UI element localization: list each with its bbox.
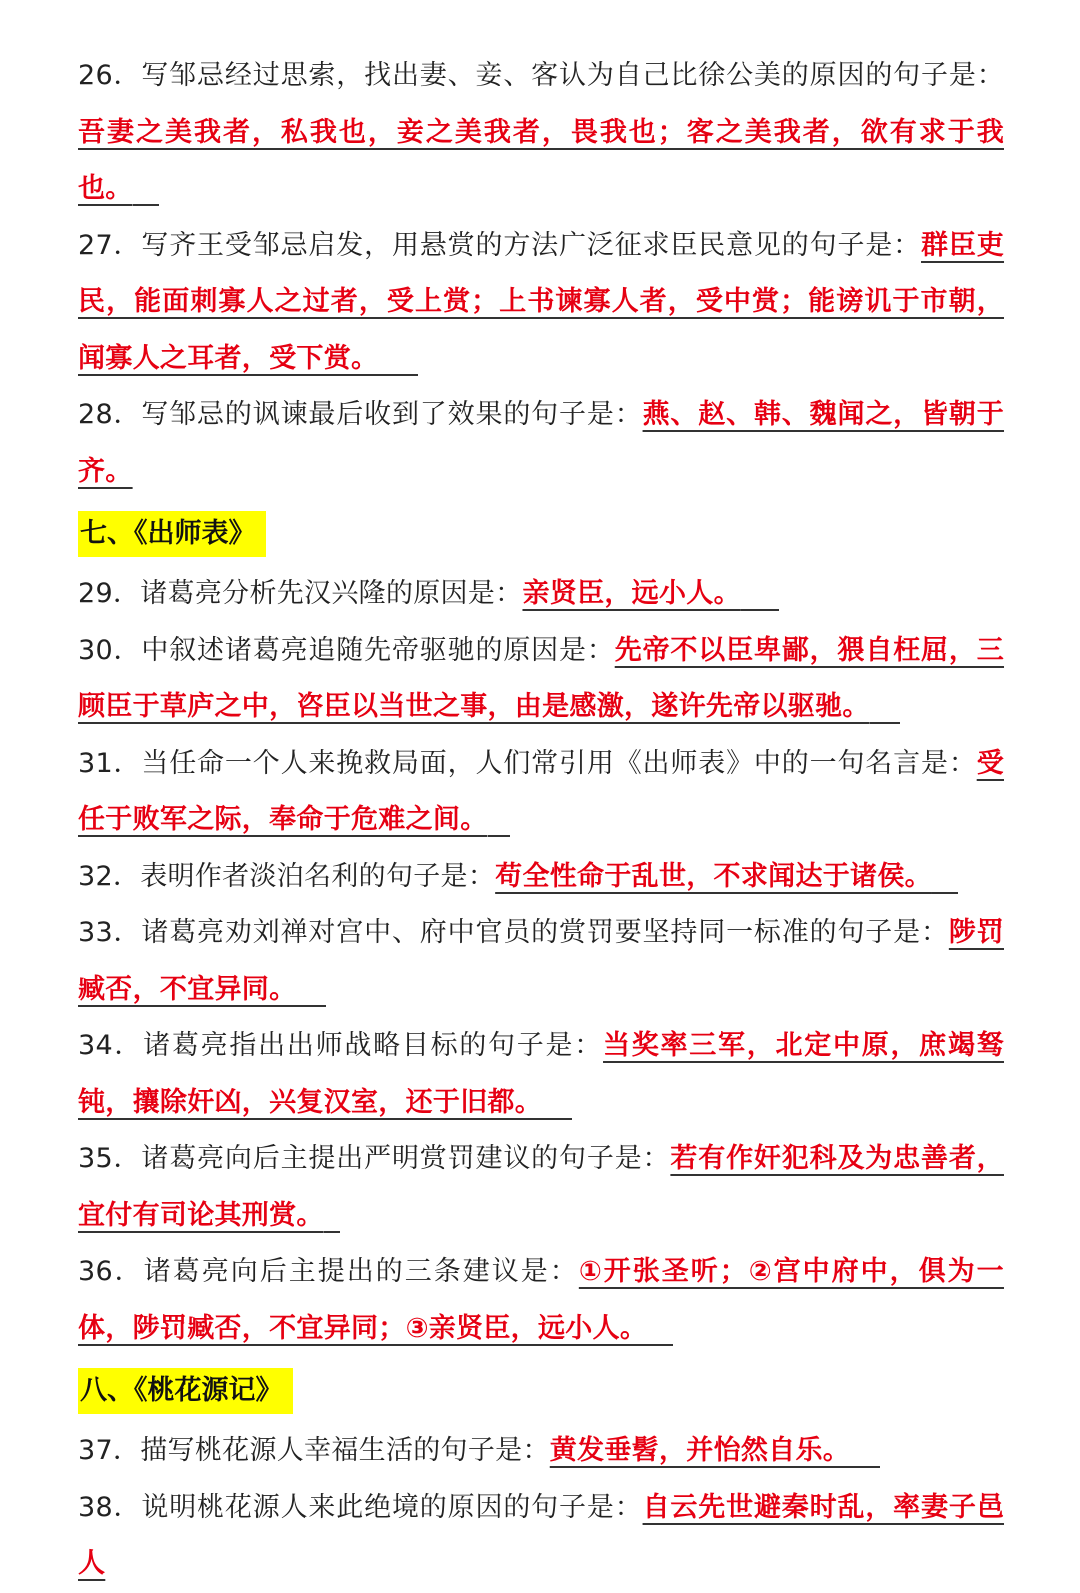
answer-underline <box>850 1466 880 1468</box>
section-title: 八、《桃花源记》 <box>78 1368 293 1414</box>
answer-text: 吾妻之美我者，私我也，妾之美我者，畏我也；客之美我者，欲有求于我也。 <box>78 116 1004 204</box>
answer-text: 当奖率三军，北定中原，庶竭驽钝，攘除奸凶，兴复汉室，还于旧都。 <box>78 1030 1004 1118</box>
answer-underline <box>488 835 510 837</box>
answer-underline <box>296 1005 326 1007</box>
question-text: 27．写齐王受邹忌启发，用悬赏的方法广泛征求臣民意见的句子是： <box>78 229 922 261</box>
answer-text: 苟全性命于乱世，不求闻达于诸侯。 <box>495 860 932 892</box>
answer-underline <box>542 1118 572 1120</box>
question-item-28 <box>78 387 1004 500</box>
question-item-37 <box>78 1423 1004 1480</box>
answer-text: 先帝不以臣卑鄙，猥自枉屈，三顾臣于草庐之中，咨臣以当世之事，由是感激，遂许先帝以驱驰。 <box>78 634 1005 722</box>
question-text: 37．描写桃花源人幸福生活的句子是： <box>78 1435 550 1466</box>
question-text: 31．当任命一个人来挽救局面，人们常引用《出师表》中的一句名言是： <box>78 747 977 779</box>
question-item-29 <box>78 566 1004 623</box>
question-item-35 <box>78 1131 1004 1244</box>
answer-text: 自云先世避秦时乱，率妻子邑人 <box>78 1491 1005 1579</box>
answer-underline <box>932 892 958 894</box>
answer-text: 燕、赵、韩、魏闻之，皆朝于齐。 <box>78 399 1005 487</box>
section-title: 七、《出师表》 <box>78 511 266 557</box>
answer-underline <box>378 374 418 376</box>
question-item-27 <box>78 218 1004 388</box>
question-item-33 <box>78 905 1004 1018</box>
question-item-32 <box>78 849 1004 906</box>
answer-text: 黄发垂髫，并怡然自乐。 <box>549 1435 851 1466</box>
question-text: 29．诸葛亮分析先汉兴隆的原因是： <box>78 578 523 609</box>
section-heading-taohuayuanji <box>78 1361 1004 1419</box>
answer-text: 群臣吏民，能面刺寡人之过者，受上赏；上书谏寡人者，受中赏；能谤讥于市朝，闻寡人之耳者，受下赏。 <box>78 229 1005 374</box>
question-item-38 <box>78 1480 1004 1593</box>
question-text: 28．写邹忌的讽谏最后收到了效果的句子是： <box>78 399 643 430</box>
answer-text: ①开张圣听；②宫中府中，俱为一体，陟罚臧否，不宜异同；③亲贤臣，远小人。 <box>78 1256 1004 1344</box>
question-text: 36．诸葛亮向后主提出的三条建议是： <box>78 1256 579 1287</box>
answer-underline <box>324 1231 340 1233</box>
question-text: 32．表明作者淡泊名利的句子是： <box>78 860 496 892</box>
answer-text: 亲贤臣，远小人。 <box>522 578 741 609</box>
question-text: 26．写邹忌经过思索，找出妻、妾、客认为自己比徐公美的原因的句子是： <box>78 60 1004 91</box>
question-text: 35．诸葛亮向后主提出严明赏罚建议的句子是： <box>78 1143 671 1174</box>
answer-text: 若有作奸犯科及为忠善者，宜付有司论其刑赏。 <box>78 1143 1004 1231</box>
question-text: 38．说明桃花源人来此绝境的原因的句子是： <box>78 1491 643 1523</box>
question-item-26 <box>78 48 1004 218</box>
answer-underline <box>133 204 159 206</box>
question-item-30 <box>78 623 1004 736</box>
question-item-36 <box>78 1244 1004 1357</box>
section-heading-chushibiao <box>78 504 1004 562</box>
answer-text: 受任于败军之际，奉命于危难之间。 <box>78 747 1004 835</box>
answer-underline <box>647 1344 673 1346</box>
answer-underline <box>870 722 900 724</box>
question-item-31 <box>78 736 1004 849</box>
question-text: 33．诸葛亮劝刘禅对宫中、府中官员的赏罚要坚持同一标准的句子是： <box>78 917 949 948</box>
question-text: 34．诸葛亮指出出师战略目标的句子是： <box>78 1030 604 1061</box>
answer-text: 陟罚臧否，不宜异同。 <box>78 917 1004 1005</box>
question-item-34 <box>78 1018 1004 1131</box>
question-text: 30．中叙述诸葛亮追随先帝驱驰的原因是： <box>78 634 615 666</box>
answer-underline <box>741 609 779 611</box>
